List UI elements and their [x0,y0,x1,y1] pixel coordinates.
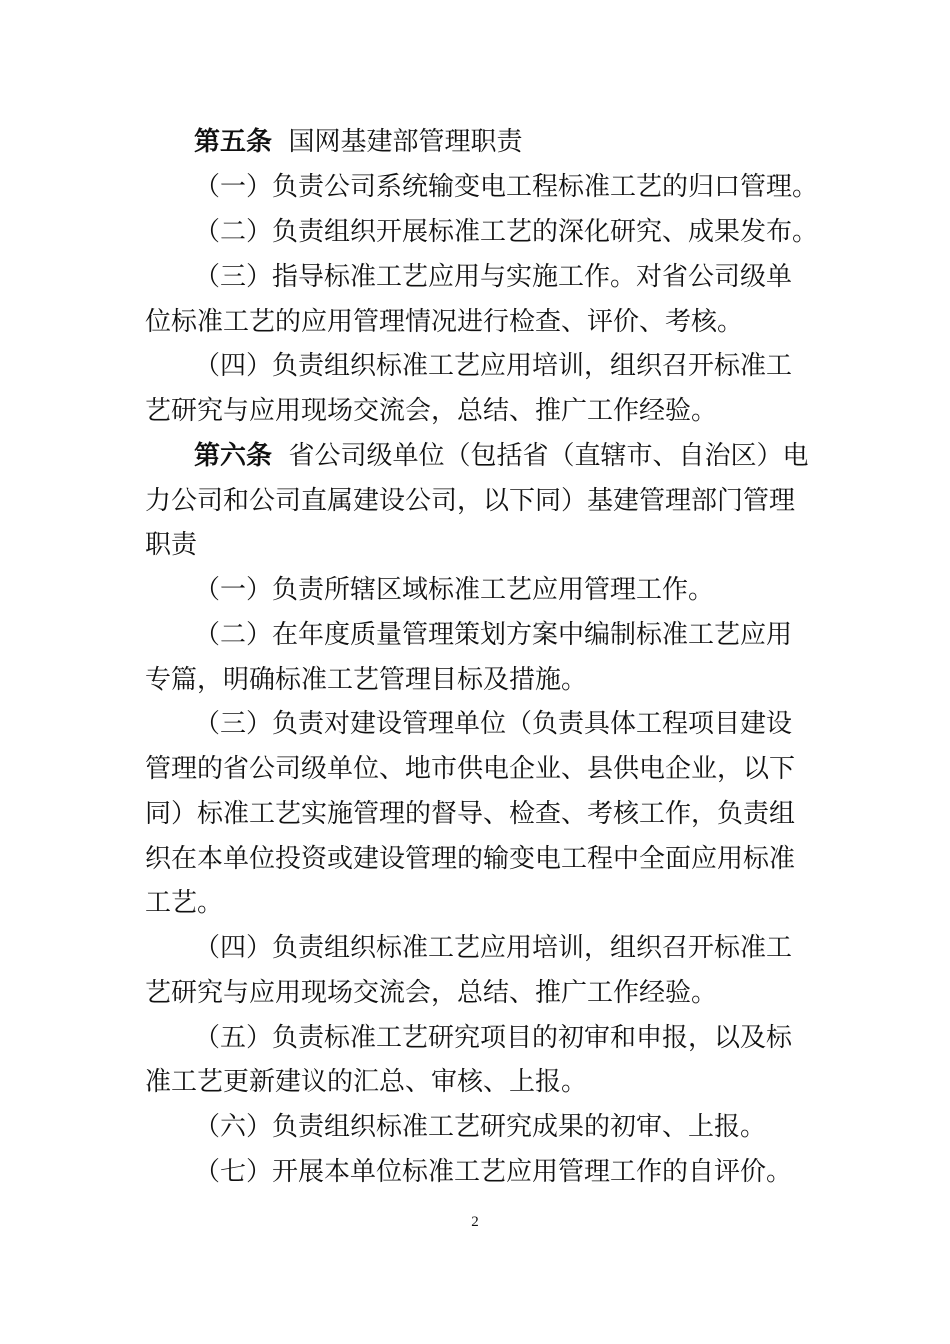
line-text: （四）负责组织标准工艺应用培训，组织召开标准工 [194,351,793,381]
paragraph-line [0,1157,950,1187]
line-text: 力公司和公司直属建设公司，以下同）基建管理部门管理 [145,486,796,516]
paragraph-line [0,486,950,516]
article-5-heading [0,127,950,157]
paragraph-line [0,575,950,605]
article-label: 第五条 [194,127,273,157]
paragraph-line [0,351,950,381]
article-title: 国网基建部管理职责 [288,127,523,157]
page-number: 2 [471,1214,479,1230]
line-text: 织在本单位投资或建设管理的输变电工程中全面应用标准 [145,844,796,874]
line-text: （五）负责标准工艺研究项目的初审和申报，以及标 [194,1023,793,1053]
line-text: （一）负责公司系统输变电工程标准工艺的归口管理。 [194,172,819,202]
line-text: 准工艺更新建议的汇总、审核、上报。 [145,1067,588,1097]
paragraph-line [0,844,950,874]
paragraph-line [0,888,950,918]
paragraph-line [0,307,950,337]
line-text: 管理的省公司级单位、地市供电企业、县供电企业，以下 [145,754,796,784]
paragraph-line [0,217,950,247]
line-text: 艺研究与应用现场交流会，总结、推广工作经验。 [145,978,718,1008]
paragraph-line [0,665,950,695]
paragraph-line [0,754,950,784]
line-text: 艺研究与应用现场交流会，总结、推广工作经验。 [145,396,718,426]
paragraph-line [0,1112,950,1142]
line-text: （一）负责所辖区域标准工艺应用管理工作。 [194,575,715,605]
line-text: 位标准工艺的应用管理情况进行检查、评价、考核。 [145,307,744,337]
line-text: （六）负责组织标准工艺研究成果的初审、上报。 [194,1112,767,1142]
line-text: 职责 [145,530,198,560]
article-label: 第六条 [194,441,273,471]
line-text: 同）标准工艺实施管理的督导、检查、考核工作，负责组 [145,799,796,829]
paragraph-line [0,1067,950,1097]
line-text: 工艺。 [145,888,224,918]
paragraph-line [0,620,950,650]
line-text: （七）开展本单位标准工艺应用管理工作的自评价。 [194,1157,793,1187]
paragraph-line [0,1023,950,1053]
line-text: （二）负责组织开展标准工艺的深化研究、成果发布。 [194,217,819,247]
paragraph-line [0,530,950,560]
paragraph-line [0,262,950,292]
paragraph-line [0,799,950,829]
line-text: （三）指导标准工艺应用与实施工作。对省公司级单 [194,262,793,292]
paragraph-line [0,709,950,739]
line-text: （三）负责对建设管理单位（负责具体工程项目建设 [194,709,793,739]
article-6-heading [0,441,950,471]
line-text: 专篇，明确标准工艺管理目标及措施。 [145,665,588,695]
paragraph-line [0,933,950,963]
line-text: （二）在年度质量管理策划方案中编制标准工艺应用 [194,620,793,650]
article-title: 省公司级单位（包括省（直辖市、自治区）电 [288,441,809,471]
paragraph-line [0,978,950,1008]
line-text: （四）负责组织标准工艺应用培训，组织召开标准工 [194,933,793,963]
paragraph-line [0,396,950,426]
paragraph-line [0,172,950,202]
